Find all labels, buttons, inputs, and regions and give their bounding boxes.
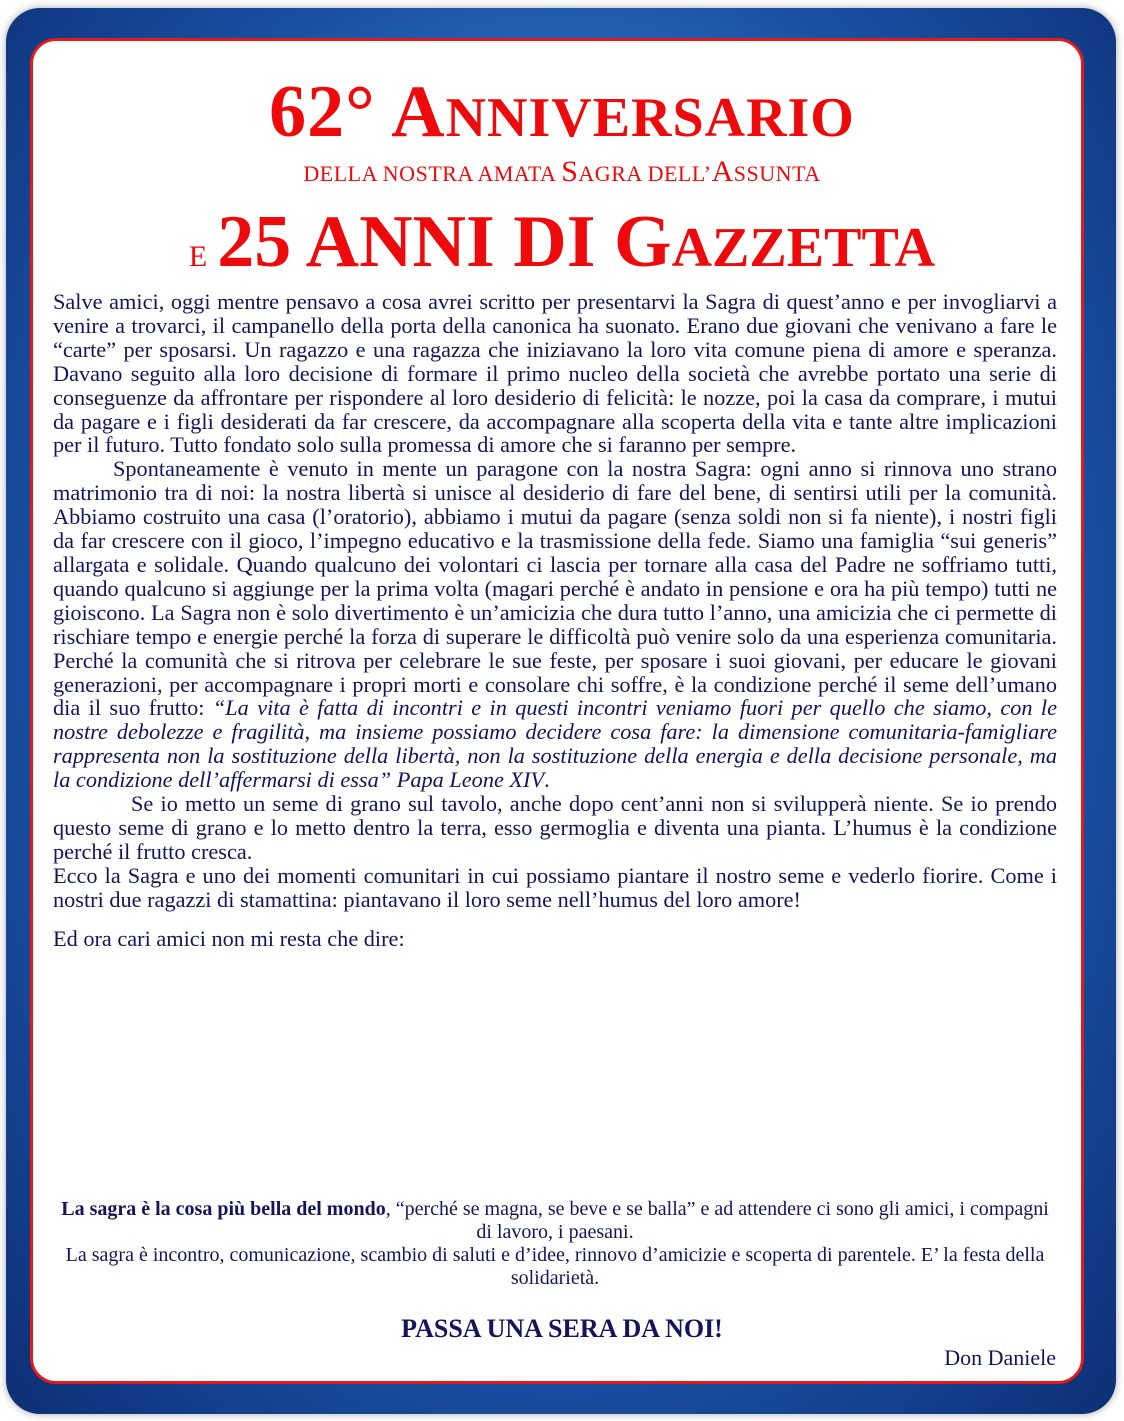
letter-body	[53, 290, 1057, 950]
headline-e: E	[188, 240, 208, 273]
page-title	[0, 72, 1124, 158]
closing-bold: La sagra è la cosa più bella del mondo	[61, 1198, 386, 1220]
paragraph-2-end: .	[544, 767, 550, 793]
closing-line2: La sagra è incontro, comunicazione, scambio di saluti e d’idee, rinnovo d’amicizie e scoperta di parentele. E’ la festa della solidarietà.	[65, 1244, 1045, 1289]
headline-last: GAZZETTA	[614, 201, 936, 283]
subtitle	[0, 156, 1124, 190]
title-number: 62°	[269, 71, 376, 153]
pope-quote: “La vita è fatta di incontri e in questi incontri veniamo fuori per quello che siamo, con le nostre debolezze e fragilità, ma insieme possiamo decidere cosa fare: la dimensione comunitaria-famigliare rappresenta non la sostituzione della libertà, non la sostituzione della energia e della decisione personale, ma la condizione dell’affermarsi di essa” Papa Leone XIV	[53, 695, 1057, 793]
call-to-action: PASSA UNA SERA DA NOI!	[401, 1314, 723, 1343]
paragraph-4: Ecco la Sagra e uno dei momenti comunitari in cui possiamo piantare il nostro seme e vederlo fiorire. Come i nostri due ragazzi di stamattina: piantavano il loro seme nell’humus del loro amore!	[53, 862, 1057, 912]
signature: Don Daniele	[944, 1345, 1056, 1370]
paragraph-2	[53, 457, 1057, 792]
headline-main: 25 ANNI DI	[217, 201, 596, 283]
title-word: ANNIVERSARIO	[391, 71, 855, 153]
subtitle-text: DELLA NOSTRA AMATA SAGRA DELL’ASSUNTA	[303, 155, 821, 188]
closing-text	[56, 1198, 1054, 1290]
paragraph-1: Salve amici, oggi mentre pensavo a cosa avrei scritto per presentarvi la Sagra di quest’anno e per invogliarvi a venire a trovarci, il campanello della porta della canonica ha suonato. Erano due giovani che venivano a fare le “carte” per sposarsi. Un ragazzo e una ragazza che iniziavano la loro vita comune piena di amore e speranza. Davano seguito alla loro decisione di formare il primo nucleo della società che avrebbe portato una serie di conseguenze da affrontare per rispondere al loro desiderio di felicità: le nozze, poi la casa da comprare, i mutui da pagare e i figli desiderati da far crescere, da accompagnare alla scoperta della vita e tante altre implicazioni per il futuro. Tutto fondato solo sulla promessa di amore che si faranno per sempre.	[53, 289, 1057, 458]
title-word-rest: NNIVERSARIO	[445, 87, 855, 149]
paragraph-2-text: Spontaneamente è venuto in mente un paragone con la nostra Sagra: ogni anno si rinnova uno strano matrimonio tra di noi: la nostra libertà si unisce al desiderio di fare del bene, di sentirsi utili per la comunità. Abbiamo costruito una casa (l’oratorio), abbiamo i mutui da pagare (senza soldi non si fa niente), i nostri figli da far crescere con il gioco, l’impegno educativo e la trasmissione della fede. Siamo una famiglia “sui generis” allargata e solidale. Quando qualcuno dei volontari ci lascia per tornare alla casa del Padre ne soffriamo tutti, quando qualcuno si aggiunge per la prima volta (magari perché è andato in pensione e ora ha più tempo) tutti ne gioiscono. La Sagra non è solo divertimento è un’amicizia che dura tutto l’anno, una amicizia che ci permette di rischiare tempo e energie perché la forza di superare le difficoltà può venire solo da una esperienza comunitaria. Perché la comunità che si ritrova per celebrare le sue feste, per sposare i suoi giovani, per educare le giovani generazioni, per accompagnare i propri morti e consolare chi soffre, è la condizione perché il seme dell’umano dia il suo frutto:	[53, 456, 1057, 721]
paragraph-3: Se io metto un seme di grano sul tavolo, anche dopo cent’anni non si svilupperà niente. Se io prendo questo seme di grano e lo metto dentro la terra, esso germoglia e diventa una pianta. L’humus è la condizione perché il frutto cresca.	[53, 791, 1057, 864]
headline	[0, 202, 1124, 297]
closing-line1: , “perché se magna, se beve e se balla” e ad attendere ci sono gli amici, i compagni di lavoro, i paesani.	[385, 1198, 1049, 1243]
paragraph-5: Ed ora cari amici non mi resta che dire:	[53, 925, 405, 951]
